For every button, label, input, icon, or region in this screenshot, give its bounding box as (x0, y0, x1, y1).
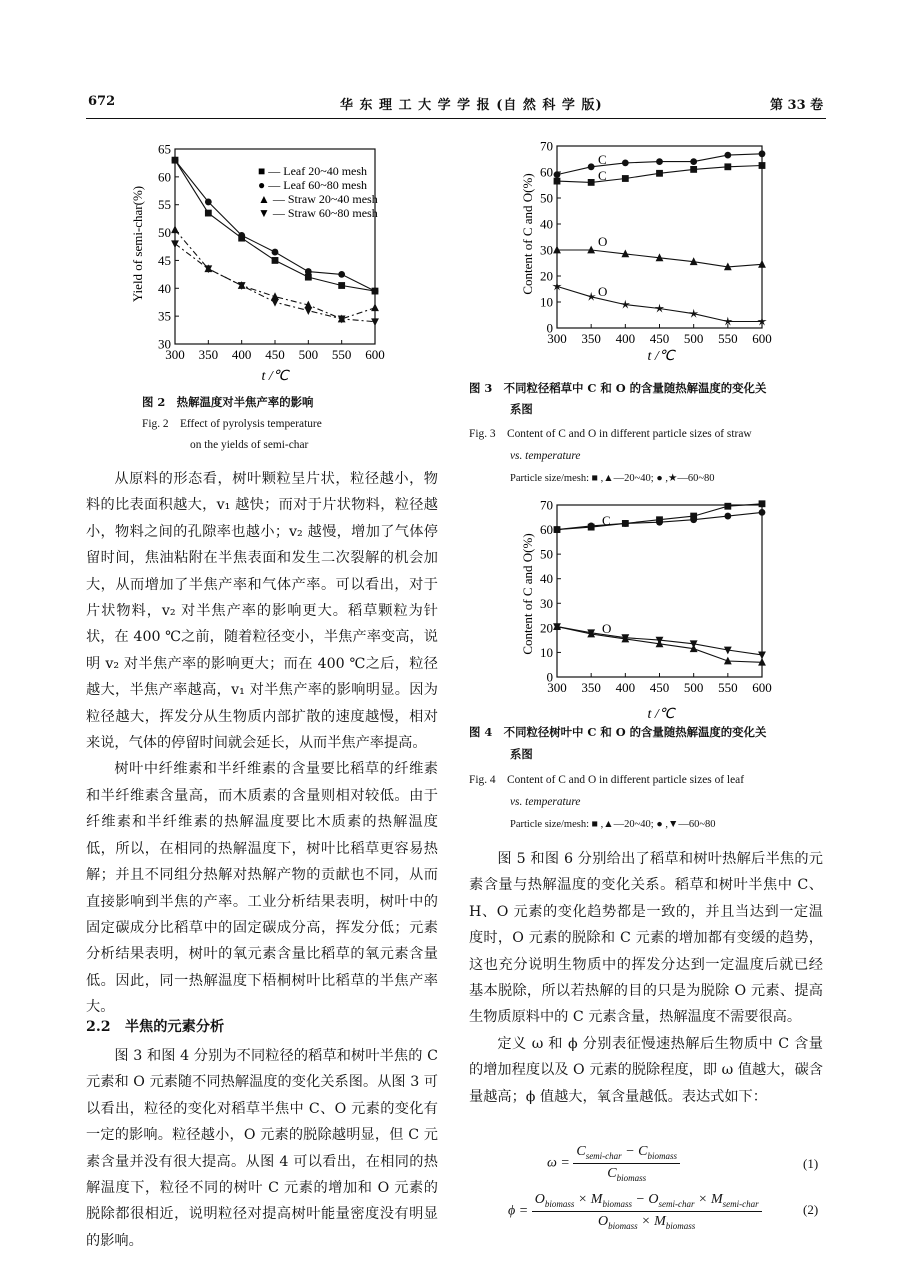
data-point-triangle-down (171, 240, 179, 248)
eq1-fraction: $\frac{C_{semi-char} - C_{biomass}}{C_{biomass}}$ (573, 1144, 680, 1183)
data-point-square (554, 178, 561, 185)
data-point-circle (272, 249, 279, 256)
data-point-circle (690, 158, 697, 165)
paragraph: 树叶中纤维素和半纤维素的含量要比稻草的纤维素和半纤维素含量高，而木质素的含量则相对较低。由于纤维素和半纤维素的热解温度要比木质素的热解温度低，所以，在相同的热解温度下，树叶比稻草更容易热解；并且不同组分热解对热解产物的贡献也不同，从而直接影响到半焦的产率。工业分析结果表明，树叶中的固定碳成分比稻草中的固定碳成分高，挥发分低；元素分析结果表明，树叶的氧元素含量比稻草的氧元素含量低。因此，同一热解温度下梧桐树叶比稻草的半焦产率大。 (86, 761, 438, 1016)
y-tick-label: 30 (158, 336, 171, 352)
fig4-caption-zh-2: 系图 (510, 747, 533, 761)
fig3-caption-zh-2: 系图 (510, 402, 533, 416)
y-tick-label: 20 (540, 620, 553, 636)
fig4-y-axis-label: Content of C and O(%) (520, 533, 535, 655)
equation-2-number: (2) (803, 1202, 819, 1217)
eq2-fraction: $\frac{O_{biomass} \times M_{biomass} - O_{semi-char} \times M_{semi-char}}{O_{biomass} \times M_{biomass}}$ (532, 1192, 762, 1231)
fig4-chart (512, 498, 792, 730)
fig4-x-axis-label: t /℃ (647, 707, 675, 722)
x-tick-label: 450 (649, 331, 670, 346)
data-point-square (272, 257, 279, 264)
data-point-square (338, 282, 345, 289)
x-tick-label: 500 (298, 347, 319, 362)
y-tick-label: 45 (158, 252, 171, 268)
data-point-square (622, 175, 629, 182)
data-point-circle (690, 516, 697, 523)
fig3-y-axis-label: Content of C and O(%) (520, 173, 535, 295)
plot-frame (557, 505, 762, 677)
eq2-lhs: ϕ = (508, 1203, 529, 1219)
x-tick-label: 550 (718, 680, 738, 695)
fig2-chart (120, 136, 400, 386)
fig3-caption-zh-1: 图 3 不同粒径稻草中 C 和 O 的含量随热解温度的变化关 (469, 381, 767, 395)
y-tick-label: 40 (540, 571, 553, 587)
x-tick-label: 400 (231, 347, 252, 362)
y-tick-label: 60 (540, 522, 553, 538)
data-point-square (759, 500, 766, 507)
x-tick-label: 450 (265, 347, 285, 362)
data-point-circle (172, 157, 179, 164)
fig3-caption-en-1: Fig. 3 Content of C and O in different particle sizes of straw (469, 428, 752, 440)
data-point-square (759, 162, 766, 169)
data-point-square (724, 163, 731, 170)
data-point-circle (305, 268, 312, 275)
x-tick-label: 350 (198, 347, 219, 362)
data-point-circle (588, 163, 595, 170)
data-point-circle (205, 199, 212, 206)
y-tick-label: 0 (546, 320, 553, 336)
data-point-circle (588, 522, 595, 529)
x-tick-label: 400 (615, 331, 636, 346)
fig4-caption-en-1: Fig. 4 Content of C and O in different particle sizes of leaf (469, 774, 744, 786)
x-tick-label: 600 (752, 680, 772, 695)
fig4-particle-size: Particle size/mesh: ■ ,▲—20~40; ● ,▼—60~80 (510, 819, 716, 830)
fig2-y-axis-label: Yield of semi-char(%) (130, 185, 145, 303)
data-point-circle (656, 158, 663, 165)
fig2-caption-zh: 图 2 热解温度对半焦产率的影响 (142, 395, 314, 409)
left-text-block-2 (86, 1043, 438, 1254)
equation-2 (508, 1192, 762, 1231)
fig2-legend-item: ● — Leaf 60~80 mesh (258, 178, 368, 192)
fig3-chart (512, 134, 792, 366)
data-point-circle (656, 519, 663, 526)
data-point-triangle-down (271, 299, 279, 307)
x-tick-label: 300 (547, 331, 567, 346)
x-tick-label: 450 (649, 680, 670, 695)
y-tick-label: 20 (540, 268, 553, 284)
x-tick-label: 350 (581, 680, 601, 695)
x-tick-label: 300 (165, 347, 185, 362)
y-tick-label: 40 (540, 216, 553, 232)
fig4-label-o: O (602, 621, 612, 636)
data-point-square (656, 170, 663, 177)
fig3-label-o2: O (598, 284, 608, 299)
y-tick-label: 65 (158, 141, 171, 157)
data-point-triangle-down (371, 318, 379, 326)
x-tick-label: 300 (547, 680, 567, 695)
y-tick-label: 30 (540, 242, 553, 258)
right-text-block (469, 846, 823, 1110)
x-tick-label: 350 (581, 331, 601, 346)
data-point-circle (622, 160, 629, 167)
y-tick-label: 70 (540, 498, 553, 513)
data-point-circle (759, 150, 766, 157)
fig3-label-c2: C (598, 168, 607, 183)
data-point-circle (338, 271, 345, 278)
paragraph: 定义 ω 和 ϕ 分别表征慢速热解后生物质中 C 含量的增加程度以及 O 元素的脱除程度，即 ω 值越大，碳含量越高；ϕ 值越大，氧含量越低。表达式如下： (469, 1035, 823, 1105)
fig3-axes (540, 139, 772, 347)
y-tick-label: 35 (158, 308, 171, 324)
data-point-square (724, 503, 731, 510)
data-point-triangle (171, 225, 179, 233)
y-tick-label: 40 (158, 280, 171, 296)
eq1-lhs: ω = (547, 1155, 570, 1171)
y-tick-label: 60 (158, 169, 171, 185)
fig3-x-axis-label: t /℃ (647, 349, 675, 364)
fig2-legend-item: ▼ — Straw 60~80 mesh (258, 206, 378, 220)
data-point-circle (554, 171, 561, 178)
fig4-series-group (553, 500, 766, 665)
fig2-x-axis-label: t /℃ (261, 369, 289, 384)
data-point-circle (759, 509, 766, 516)
left-text-block-1 (86, 466, 438, 1021)
x-tick-label: 400 (615, 680, 636, 695)
y-tick-label: 10 (540, 644, 553, 660)
y-tick-label: 30 (540, 595, 553, 611)
y-tick-label: 50 (158, 225, 171, 241)
header-rule (86, 118, 826, 119)
fig4-caption-zh-1: 图 4 不同粒径树叶中 C 和 O 的含量随热解温度的变化关 (469, 725, 767, 739)
section-heading: 2.2 半焦的元素分析 (86, 1019, 225, 1035)
data-point-circle (372, 288, 379, 295)
x-tick-label: 600 (365, 347, 385, 362)
y-tick-label: 0 (546, 669, 553, 685)
y-tick-label: 55 (158, 197, 171, 213)
fig2-caption-en-2: on the yields of semi-char (190, 439, 309, 451)
data-point-triangle (758, 260, 766, 268)
data-point-circle (724, 152, 731, 159)
data-point-circle (724, 513, 731, 520)
fig3-series-group (552, 150, 766, 325)
data-point-triangle-down (304, 307, 312, 315)
paragraph: 图 3 和图 4 分别为不同粒径的稻草和树叶半焦的 C 元素和 O 元素随不同热解温度的变化关系图。从图 3 可以看出，粒径的变化对稻草半焦中 C、O 元素的变化有一定的影响。粒径越小，O 元素的脱除越明显，但 C 元素含量并没有很大提高。从图 4 可以看出，在相同的热解温度下，粒径不同的树叶 C 元素的增加和 O 元素的脱除都很相近，说明粒径对提高树叶能量密度没有明显的影响。 (86, 1048, 438, 1249)
y-tick-label: 70 (540, 138, 553, 154)
data-point-circle (554, 526, 561, 533)
fig4-label-c: C (602, 513, 611, 528)
fig3-label-o: O (598, 234, 608, 249)
fig2-legend-item: ▲ — Straw 20~40 mesh (258, 192, 378, 206)
fig3-caption-en-2: vs. temperature (510, 450, 581, 462)
data-point-square (588, 179, 595, 186)
fig3-particle-size: Particle size/mesh: ■ ,▲—20~40; ● ,★—60~80 (510, 473, 715, 484)
paragraph: 从原料的形态看，树叶颗粒呈片状，粒径越小，物料的比表面积越大，v₁ 越快；而对于片状物料，粒径越小，物料之间的孔隙率也越小；v₂ 越慢，增加了气体停留时间，焦油粘附在半焦表面和发生二次裂解的机会加大，从而增加了半焦产率和气体产率。可以看出，对于片状物料，v₂ 对半焦产率的影响更大。稻草颗粒为针状，在 400 ℃之前，随着粒径变小，半焦产率变高，说明 v₂ 对半焦产率的影响更大；而在 400 ℃之后，粒径越大，半焦产率越高，v₁ 对半焦产率的影响明显。因为粒径越大，挥发分从生物质内部扩散的速度越慢，相对来说，气体的停留时间就会延长，从而半焦产率提高。 (86, 471, 438, 752)
x-tick-label: 500 (683, 331, 704, 346)
y-tick-label: 50 (540, 546, 553, 562)
journal-title: 华 东 理 工 大 学 学 报 (自 然 科 学 版) (340, 98, 603, 113)
y-tick-label: 10 (540, 294, 553, 310)
x-tick-label: 550 (331, 347, 352, 362)
x-tick-label: 600 (752, 331, 772, 346)
y-tick-label: 60 (540, 164, 553, 180)
data-point-triangle-down (758, 651, 766, 659)
data-point-square (690, 166, 697, 173)
page-number: 672 (88, 94, 116, 109)
x-tick-label: 550 (718, 331, 738, 346)
y-tick-label: 50 (540, 190, 553, 206)
fig3-label-c: C (598, 152, 607, 167)
volume-label: 第 33 卷 (770, 98, 824, 113)
data-point-circle (238, 232, 245, 239)
data-point-triangle (371, 303, 379, 311)
data-point-square (205, 210, 212, 217)
equation-1-number: (1) (803, 1156, 819, 1171)
fig2-legend-item: ■ — Leaf 20~40 mesh (258, 164, 368, 178)
data-point-circle (622, 520, 629, 527)
fig2-legend (258, 164, 378, 220)
fig4-caption-en-2: vs. temperature (510, 796, 581, 808)
x-tick-label: 500 (683, 680, 704, 695)
fig2-caption-en-1: Fig. 2 Effect of pyrolysis temperature (142, 418, 322, 430)
paragraph: 图 5 和图 6 分别给出了稻草和树叶热解后半焦的元素含量与热解温度的变化关系。稻草和树叶半焦中 C、H、O 元素的变化趋势都是一致的，并且当达到一定温度时，O 元素的脱除和 C 元素的增加都有变缓的趋势，这也充分说明生物质中的挥发分达到一定温度后就已经基本脱除，所以若热解的目的只是为脱除 O 元素、提高生物质原料中的 C 元素含量，热解温度不需要很高。 (469, 851, 823, 1026)
equation-1 (547, 1144, 680, 1183)
